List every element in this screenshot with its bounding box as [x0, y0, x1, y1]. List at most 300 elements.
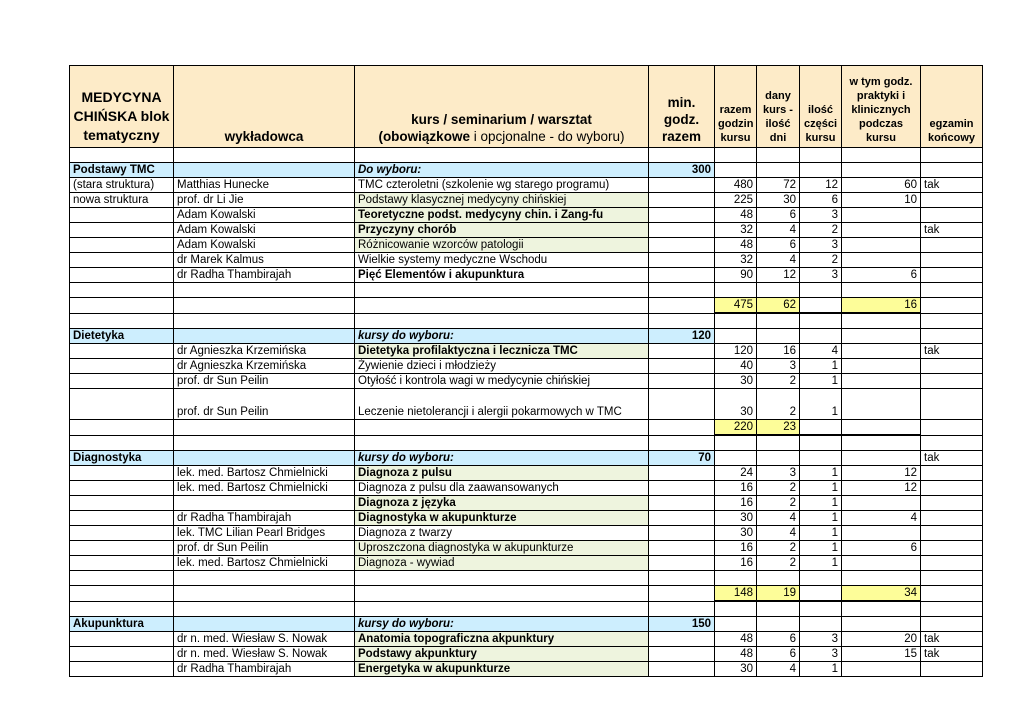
- cell-days: 3: [757, 466, 800, 481]
- total-practice: [842, 420, 921, 436]
- header-min-hours: min. godz. razem: [649, 66, 715, 148]
- cell-hours: 48: [715, 208, 757, 223]
- cell-parts: [800, 420, 842, 436]
- cell-exam: tak: [921, 223, 983, 238]
- cell-parts: 1: [800, 466, 842, 481]
- cell-parts: 1: [800, 511, 842, 526]
- cell-parts: 3: [800, 208, 842, 223]
- cell-course: Diagnoza z twarzy: [355, 526, 649, 541]
- cell-practice: [842, 223, 921, 238]
- cell-hours: [715, 571, 757, 586]
- cell-days: 16: [757, 344, 800, 359]
- cell-practice: [842, 556, 921, 571]
- total-row: [70, 298, 983, 314]
- table-row: [70, 496, 983, 511]
- cell-hours: [715, 329, 757, 344]
- cell-practice: [842, 451, 921, 466]
- cell-exam: [921, 148, 983, 163]
- cell-lecturer: [174, 451, 355, 466]
- cell-hours: 120: [715, 344, 757, 359]
- cell-course: Wielkie systemy medyczne Wschodu: [355, 253, 649, 268]
- cell-days: 6: [757, 647, 800, 662]
- cell-parts: 3: [800, 632, 842, 647]
- cell-min: [649, 420, 715, 436]
- cell-course: [355, 298, 649, 314]
- cell-days: [757, 617, 800, 632]
- cell-lecturer: lek. med. Bartosz Chmielnicki: [174, 556, 355, 571]
- cell-course: [355, 148, 649, 163]
- cell-min: [649, 541, 715, 556]
- cell-days: 72: [757, 178, 800, 193]
- cell-lecturer: [174, 283, 355, 298]
- cell-days: [757, 329, 800, 344]
- table-row: [70, 374, 983, 389]
- table-row: [70, 208, 983, 223]
- cell-lecturer: [174, 163, 355, 178]
- cell-days: 4: [757, 253, 800, 268]
- cell-course: Leczenie nietolerancji i alergii pokarmowych w TMC: [355, 389, 649, 420]
- cell-hours: 40: [715, 359, 757, 374]
- cell-block: [70, 481, 174, 496]
- cell-days: 4: [757, 511, 800, 526]
- cell-min: [649, 571, 715, 586]
- cell-exam: [921, 420, 983, 436]
- total-practice: 34: [842, 586, 921, 602]
- cell-parts: 6: [800, 193, 842, 208]
- cell-hours: 24: [715, 466, 757, 481]
- cell-exam: [921, 374, 983, 389]
- cell-practice: [842, 238, 921, 253]
- cell-lecturer: lek. med. Bartosz Chmielnicki: [174, 466, 355, 481]
- cell-hours: 225: [715, 193, 757, 208]
- cell-block: [70, 313, 174, 329]
- cell-block: [70, 541, 174, 556]
- cell-min: [649, 208, 715, 223]
- cell-practice: 12: [842, 481, 921, 496]
- cell-parts: [800, 313, 842, 329]
- cell-parts: [800, 435, 842, 451]
- cell-hours: 30: [715, 389, 757, 420]
- total-days: 62: [757, 298, 800, 314]
- course-table: [69, 65, 983, 677]
- cell-parts: 2: [800, 223, 842, 238]
- cell-block: [70, 283, 174, 298]
- cell-days: 4: [757, 662, 800, 677]
- header-course-optional: i opcjonalne - do wyboru): [469, 129, 625, 144]
- cell-min: [649, 601, 715, 617]
- cell-parts: [800, 586, 842, 602]
- cell-practice: 20: [842, 632, 921, 647]
- total-row: [70, 586, 983, 602]
- total-hours: 148: [715, 586, 757, 602]
- cell-hours: [715, 148, 757, 163]
- table-row: [70, 344, 983, 359]
- cell-course: [355, 435, 649, 451]
- cell-course: [355, 420, 649, 436]
- cell-exam: [921, 571, 983, 586]
- cell-block: [70, 148, 174, 163]
- section-title: Dietetyka: [70, 329, 174, 344]
- cell-parts: [800, 148, 842, 163]
- section-min-hours: 70: [649, 451, 715, 466]
- cell-block: [70, 526, 174, 541]
- cell-min: [649, 647, 715, 662]
- table-row: [70, 556, 983, 571]
- cell-parts: [800, 601, 842, 617]
- total-days: 19: [757, 586, 800, 602]
- cell-block: [70, 344, 174, 359]
- cell-block: [70, 268, 174, 283]
- table-row: [70, 389, 983, 420]
- cell-min: [649, 298, 715, 314]
- header-course: kurs / seminarium / warsztat (obowiązkowe i opcjonalne - do wyboru): [355, 66, 649, 148]
- total-hours: 220: [715, 420, 757, 436]
- spacer-row: [70, 148, 983, 163]
- cell-days: 4: [757, 223, 800, 238]
- cell-block: [70, 298, 174, 314]
- cell-min: [649, 283, 715, 298]
- cell-lecturer: dr Agnieszka Krzemińska: [174, 359, 355, 374]
- cell-practice: [842, 617, 921, 632]
- cell-practice: [842, 526, 921, 541]
- cell-course: [355, 586, 649, 602]
- cell-block: [70, 374, 174, 389]
- total-practice: 16: [842, 298, 921, 314]
- cell-min: [649, 496, 715, 511]
- cell-course: Uproszczona diagnostyka w akupunkturze: [355, 541, 649, 556]
- cell-practice: [842, 496, 921, 511]
- cell-hours: 480: [715, 178, 757, 193]
- cell-block: [70, 571, 174, 586]
- cell-exam: [921, 268, 983, 283]
- cell-parts: 1: [800, 662, 842, 677]
- section-row: [70, 617, 983, 632]
- header-lecturer: wykładowca: [174, 66, 355, 148]
- cell-practice: [842, 374, 921, 389]
- cell-days: 6: [757, 632, 800, 647]
- cell-parts: 3: [800, 268, 842, 283]
- cell-practice: [842, 571, 921, 586]
- cell-days: 6: [757, 208, 800, 223]
- cell-days: [757, 163, 800, 178]
- spacer-row: [70, 601, 983, 617]
- cell-hours: 16: [715, 541, 757, 556]
- cell-min: [649, 374, 715, 389]
- cell-lecturer: [174, 148, 355, 163]
- cell-hours: 16: [715, 481, 757, 496]
- cell-block: [70, 238, 174, 253]
- cell-min: [649, 632, 715, 647]
- cell-parts: 1: [800, 389, 842, 420]
- cell-block: [70, 556, 174, 571]
- cell-exam: [921, 556, 983, 571]
- cell-hours: 48: [715, 647, 757, 662]
- cell-min: [649, 268, 715, 283]
- cell-hours: [715, 435, 757, 451]
- table-row: [70, 359, 983, 374]
- section-course-note: kursy do wyboru:: [355, 451, 649, 466]
- cell-lecturer: prof. dr Li Jie: [174, 193, 355, 208]
- cell-lecturer: dr Marek Kalmus: [174, 253, 355, 268]
- cell-min: [649, 511, 715, 526]
- cell-lecturer: prof. dr Sun Peilin: [174, 389, 355, 420]
- cell-hours: [715, 451, 757, 466]
- cell-parts: [800, 617, 842, 632]
- cell-practice: 10: [842, 193, 921, 208]
- cell-lecturer: dr n. med. Wiesław S. Nowak: [174, 632, 355, 647]
- cell-hours: 16: [715, 556, 757, 571]
- cell-exam: [921, 389, 983, 420]
- cell-lecturer: dr Radha Thambirajah: [174, 662, 355, 677]
- cell-parts: 1: [800, 496, 842, 511]
- table-row: [70, 632, 983, 647]
- cell-parts: 3: [800, 238, 842, 253]
- cell-course: Przyczyny chorób: [355, 223, 649, 238]
- cell-course: Żywienie dzieci i młodzieży: [355, 359, 649, 374]
- cell-days: [757, 451, 800, 466]
- cell-exam: tak: [921, 344, 983, 359]
- header-course-mandatory: obowiązkowe: [382, 129, 470, 144]
- cell-course: Podstawy klasycznej medycyny chińskiej: [355, 193, 649, 208]
- cell-parts: [800, 451, 842, 466]
- table-row: [70, 253, 983, 268]
- cell-lecturer: prof. dr Sun Peilin: [174, 374, 355, 389]
- cell-days: 2: [757, 541, 800, 556]
- cell-block: [70, 359, 174, 374]
- cell-lecturer: [174, 586, 355, 602]
- cell-days: [757, 283, 800, 298]
- cell-course: [355, 571, 649, 586]
- cell-block: (stara struktura): [70, 178, 174, 193]
- header-course-line1: kurs / seminarium / warsztat: [411, 112, 592, 127]
- cell-lecturer: prof. dr Sun Peilin: [174, 541, 355, 556]
- table-row: [70, 178, 983, 193]
- cell-lecturer: [174, 601, 355, 617]
- cell-block: [70, 511, 174, 526]
- total-hours: 475: [715, 298, 757, 314]
- cell-hours: 30: [715, 511, 757, 526]
- cell-practice: [842, 435, 921, 451]
- cell-parts: [800, 329, 842, 344]
- cell-min: [649, 148, 715, 163]
- cell-lecturer: [174, 329, 355, 344]
- cell-course: Diagnoza z języka: [355, 496, 649, 511]
- cell-exam: tak: [921, 647, 983, 662]
- cell-lecturer: Adam Kowalski: [174, 223, 355, 238]
- cell-practice: [842, 329, 921, 344]
- cell-min: [649, 586, 715, 602]
- cell-course: Dietetyka profilaktyczna i lecznicza TMC: [355, 344, 649, 359]
- cell-course: Diagnoza z pulsu dla zaawansowanych: [355, 481, 649, 496]
- cell-min: [649, 253, 715, 268]
- cell-exam: [921, 253, 983, 268]
- cell-practice: [842, 662, 921, 677]
- header-parts: ilość części kursu: [800, 66, 842, 148]
- section-course-note: kursy do wyboru:: [355, 329, 649, 344]
- cell-block: [70, 662, 174, 677]
- cell-exam: [921, 193, 983, 208]
- table-row: [70, 193, 983, 208]
- table-row: [70, 511, 983, 526]
- cell-practice: 4: [842, 511, 921, 526]
- cell-parts: 1: [800, 374, 842, 389]
- cell-min: [649, 223, 715, 238]
- table-row: [70, 662, 983, 677]
- cell-exam: [921, 238, 983, 253]
- cell-hours: 30: [715, 374, 757, 389]
- cell-lecturer: [174, 298, 355, 314]
- cell-lecturer: [174, 496, 355, 511]
- cell-exam: tak: [921, 632, 983, 647]
- cell-min: [649, 238, 715, 253]
- table-row: [70, 647, 983, 662]
- cell-exam: tak: [921, 451, 983, 466]
- spacer-row: [70, 313, 983, 329]
- cell-exam: [921, 481, 983, 496]
- header-total-hours: razem godzin kursu: [715, 66, 757, 148]
- cell-course: Diagnoza z pulsu: [355, 466, 649, 481]
- cell-practice: [842, 344, 921, 359]
- cell-block: [70, 223, 174, 238]
- cell-exam: [921, 617, 983, 632]
- cell-course: Diagnostyka w akupunkturze: [355, 511, 649, 526]
- cell-exam: [921, 283, 983, 298]
- cell-course: Energetyka w akupunkturze: [355, 662, 649, 677]
- cell-course: TMC czteroletni (szkolenie wg starego programu): [355, 178, 649, 193]
- cell-exam: [921, 313, 983, 329]
- cell-block: [70, 389, 174, 420]
- cell-parts: [800, 571, 842, 586]
- table-row: [70, 481, 983, 496]
- cell-practice: [842, 359, 921, 374]
- table-row: [70, 526, 983, 541]
- cell-block: nowa struktura: [70, 193, 174, 208]
- cell-hours: [715, 163, 757, 178]
- cell-hours: [715, 601, 757, 617]
- cell-practice: 6: [842, 268, 921, 283]
- cell-hours: 90: [715, 268, 757, 283]
- cell-days: [757, 601, 800, 617]
- cell-course: Anatomia topograficzna akpunktury: [355, 632, 649, 647]
- cell-exam: [921, 586, 983, 602]
- cell-block: [70, 586, 174, 602]
- cell-practice: [842, 283, 921, 298]
- section-row: [70, 329, 983, 344]
- cell-days: 2: [757, 496, 800, 511]
- cell-exam: [921, 435, 983, 451]
- cell-min: [649, 389, 715, 420]
- cell-course: Diagnoza - wywiad: [355, 556, 649, 571]
- cell-hours: [715, 617, 757, 632]
- section-title: Podstawy TMC: [70, 163, 174, 178]
- table-row: [70, 223, 983, 238]
- cell-min: [649, 662, 715, 677]
- cell-practice: 15: [842, 647, 921, 662]
- cell-days: [757, 313, 800, 329]
- cell-hours: [715, 313, 757, 329]
- cell-block: [70, 208, 174, 223]
- cell-lecturer: [174, 313, 355, 329]
- section-min-hours: 150: [649, 617, 715, 632]
- cell-course: Pięć Elementów i akupunktura: [355, 268, 649, 283]
- table-row: [70, 238, 983, 253]
- header-exam: egzamin końcowy: [921, 66, 983, 148]
- header-course-days: dany kurs - ilość dni: [757, 66, 800, 148]
- cell-days: [757, 148, 800, 163]
- cell-practice: 6: [842, 541, 921, 556]
- cell-min: [649, 359, 715, 374]
- section-title: Diagnostyka: [70, 451, 174, 466]
- section-row: [70, 451, 983, 466]
- cell-parts: 1: [800, 556, 842, 571]
- cell-parts: 12: [800, 178, 842, 193]
- section-course-note: Do wyboru:: [355, 163, 649, 178]
- cell-days: 30: [757, 193, 800, 208]
- cell-exam: [921, 511, 983, 526]
- cell-block: [70, 435, 174, 451]
- cell-course: Teoretyczne podst. medycyny chin. i Zang-fu: [355, 208, 649, 223]
- cell-parts: 1: [800, 359, 842, 374]
- cell-course: [355, 313, 649, 329]
- table-row: [70, 466, 983, 481]
- cell-block: [70, 466, 174, 481]
- cell-practice: [842, 163, 921, 178]
- cell-days: 2: [757, 556, 800, 571]
- cell-hours: 16: [715, 496, 757, 511]
- cell-hours: 48: [715, 238, 757, 253]
- cell-lecturer: dr n. med. Wiesław S. Nowak: [174, 647, 355, 662]
- cell-days: 4: [757, 526, 800, 541]
- spacer-row: [70, 283, 983, 298]
- cell-parts: 3: [800, 647, 842, 662]
- section-title: Akupunktura: [70, 617, 174, 632]
- cell-lecturer: lek. TMC Lilian Pearl Bridges: [174, 526, 355, 541]
- header-practice: w tym godz. praktyki i klinicznych podczas kursu: [842, 66, 921, 148]
- cell-exam: [921, 359, 983, 374]
- cell-hours: 32: [715, 223, 757, 238]
- cell-practice: 12: [842, 466, 921, 481]
- cell-lecturer: dr Agnieszka Krzemińska: [174, 344, 355, 359]
- cell-parts: 1: [800, 526, 842, 541]
- cell-min: [649, 178, 715, 193]
- section-min-hours: 120: [649, 329, 715, 344]
- cell-min: [649, 435, 715, 451]
- header-block: MEDYCYNA CHIŃSKA blok tematyczny: [70, 66, 174, 148]
- cell-min: [649, 466, 715, 481]
- cell-exam: [921, 541, 983, 556]
- cell-lecturer: Matthias Hunecke: [174, 178, 355, 193]
- cell-hours: [715, 283, 757, 298]
- cell-exam: [921, 601, 983, 617]
- cell-hours: 30: [715, 662, 757, 677]
- cell-parts: 2: [800, 253, 842, 268]
- spacer-row: [70, 571, 983, 586]
- cell-exam: [921, 662, 983, 677]
- cell-course: [355, 283, 649, 298]
- cell-lecturer: [174, 435, 355, 451]
- header-row: [70, 66, 983, 148]
- table-row: [70, 541, 983, 556]
- cell-days: 6: [757, 238, 800, 253]
- cell-course: Otyłość i kontrola wagi w medycynie chińskiej: [355, 374, 649, 389]
- total-row: [70, 420, 983, 436]
- cell-practice: [842, 389, 921, 420]
- cell-min: [649, 344, 715, 359]
- cell-min: [649, 193, 715, 208]
- cell-block: [70, 253, 174, 268]
- cell-lecturer: dr Radha Thambirajah: [174, 268, 355, 283]
- cell-hours: 32: [715, 253, 757, 268]
